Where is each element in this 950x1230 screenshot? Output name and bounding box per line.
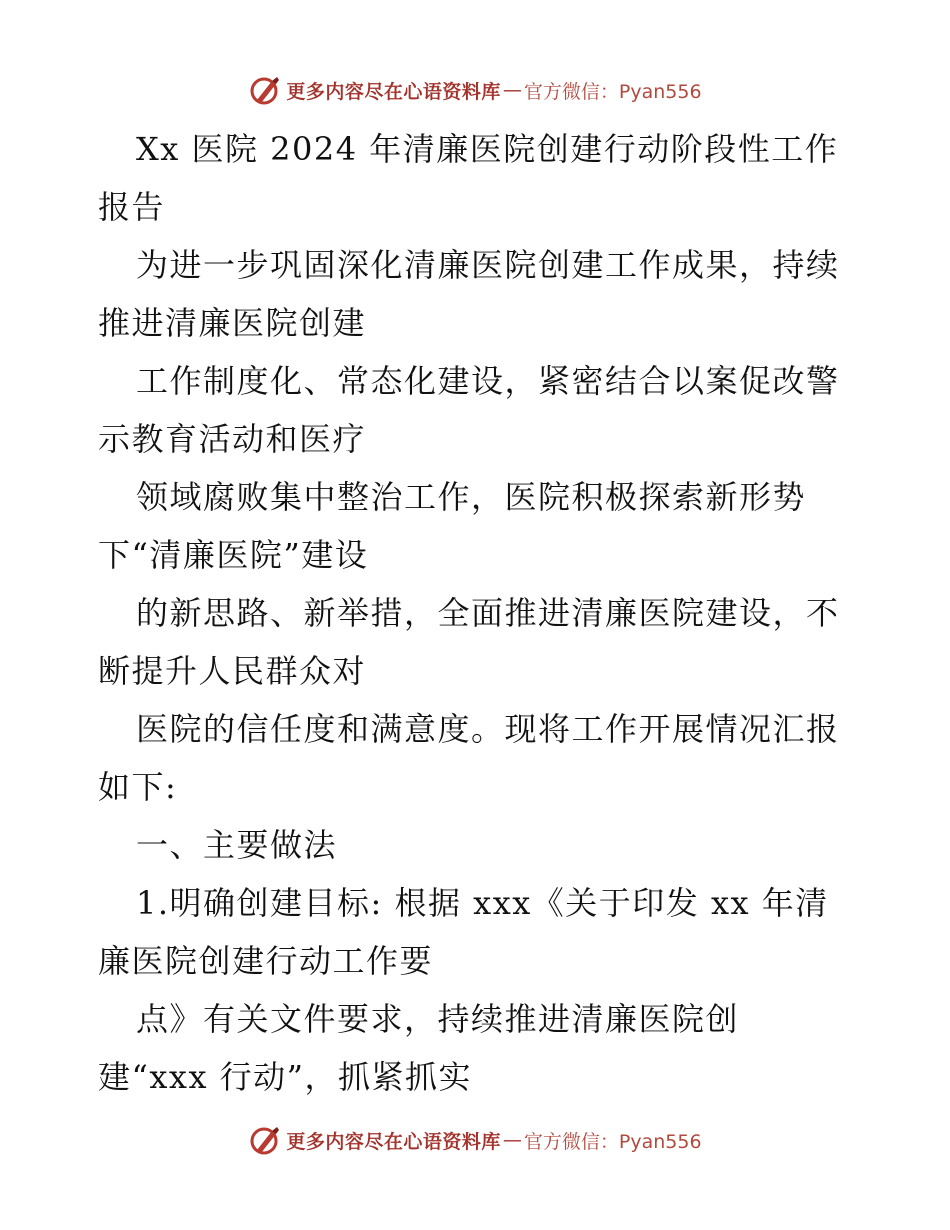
paragraph <box>98 584 858 700</box>
paragraph <box>98 236 858 352</box>
pen-logo-icon <box>248 73 282 107</box>
banner-separator: — <box>502 1129 522 1151</box>
paragraph-line: 推进清廉医院创建 <box>98 304 367 342</box>
paragraph-line: 如下: <box>98 768 178 806</box>
paragraph <box>98 700 858 816</box>
document-title <box>98 120 858 236</box>
banner-text: 更多内容尽在心语资料库 <box>286 80 501 103</box>
banner-text: 更多内容尽在心语资料库 <box>286 1130 501 1153</box>
paragraph-line: 示教育活动和医疗 <box>98 420 367 458</box>
paragraph-line: 廉医院创建行动工作要 <box>98 942 434 980</box>
paragraph-line: 领域腐败集中整治工作，医院积极探索新形势 <box>136 478 807 516</box>
paragraph-line: 建“xxx 行动”，抓紧抓实 <box>98 1058 473 1096</box>
pen-logo-icon <box>248 1123 282 1157</box>
paragraph <box>98 990 858 1106</box>
title-line-2: 报告 <box>98 188 166 226</box>
paragraph-line: 断提升人民群众对 <box>98 652 367 690</box>
section-heading-text: 一、主要做法 <box>136 826 338 864</box>
paragraph <box>98 352 858 468</box>
section-heading <box>98 816 858 874</box>
paragraph-line: 医院的信任度和满意度。现将工作开展情况汇报 <box>136 710 840 748</box>
paragraph-line: 为进一步巩固深化清廉医院创建工作成果，持续 <box>136 246 840 284</box>
paragraph-line: 的新思路、新举措，全面推进清廉医院建设，不 <box>136 594 840 632</box>
paragraph <box>98 468 858 584</box>
paragraph-line: 工作制度化、常态化建设，紧密结合以案促改警 <box>136 362 840 400</box>
header-watermark-banner <box>0 70 950 110</box>
banner-contact: 官方微信：Pyan556 <box>523 1130 702 1153</box>
paragraph <box>98 874 858 990</box>
title-line-1: Xx 医院 2024 年清廉医院创建行动阶段性工作 <box>136 130 839 168</box>
paragraph-line: 点》有关文件要求，持续推进清廉医院创 <box>136 1000 740 1038</box>
paragraph-line: 下“清廉医院”建设 <box>98 536 369 574</box>
banner-contact: 官方微信：Pyan556 <box>523 80 702 103</box>
document-body <box>98 120 858 1106</box>
footer-watermark-banner <box>0 1120 950 1160</box>
banner-separator: — <box>502 79 522 101</box>
paragraph-line: 1.明确创建目标: 根据 xxx《关于印发 xx 年清 <box>136 884 829 922</box>
